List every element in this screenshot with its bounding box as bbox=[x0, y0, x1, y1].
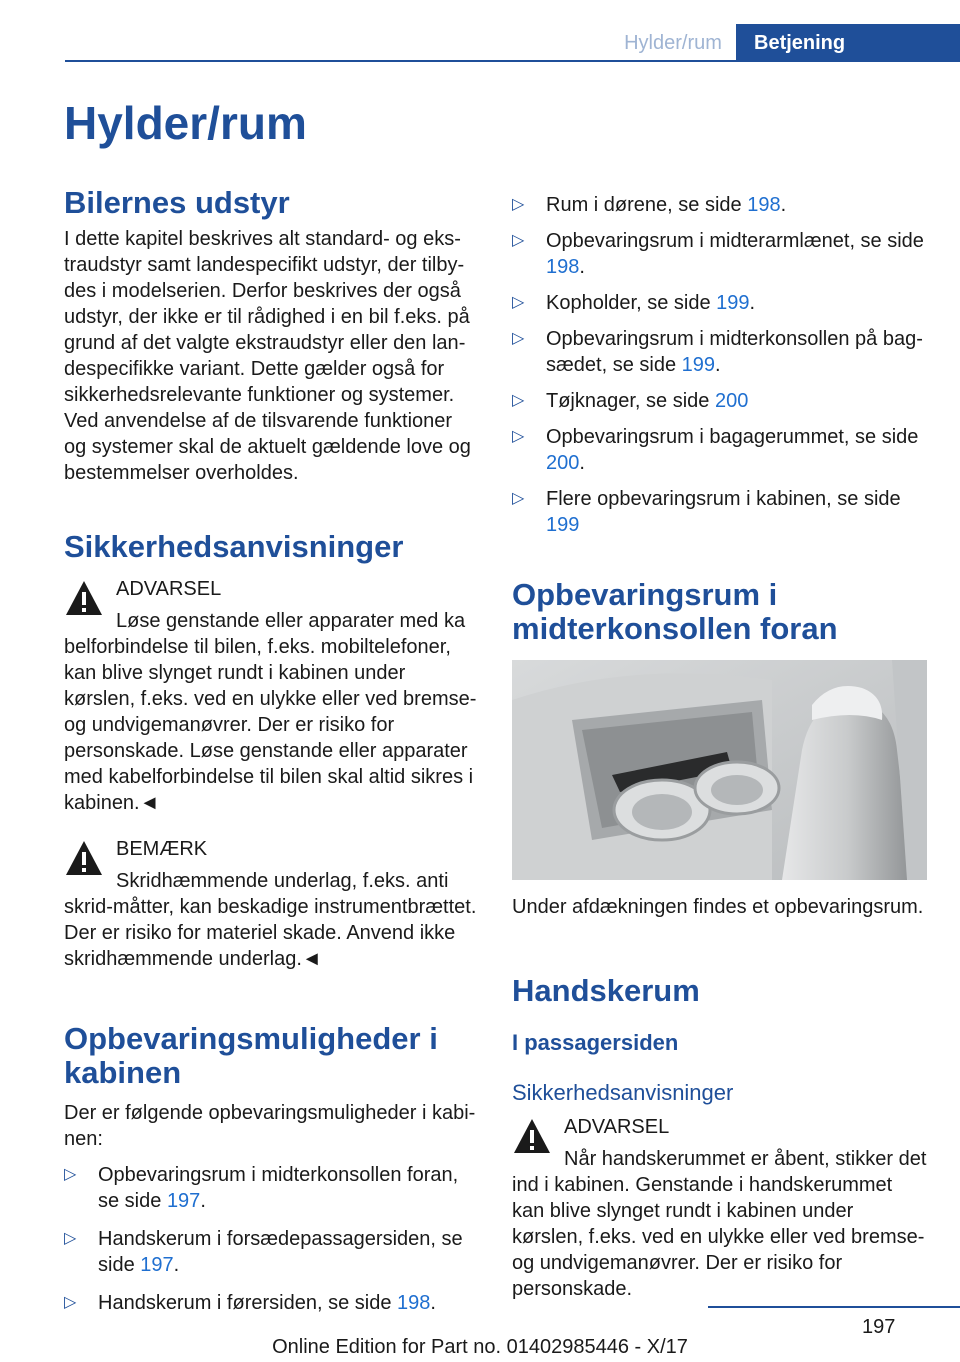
list-item: ▷ Flere opbevaringsrum i kabinen, se side 199 bbox=[512, 488, 901, 536]
warning-triangle-icon bbox=[64, 838, 104, 878]
page-number: 197 bbox=[862, 1316, 896, 1338]
list-item: ▷ Opbevaringsrum i midterkonsollen på bagsædet, se side 199. bbox=[512, 328, 923, 376]
page-link[interactable]: 198 bbox=[397, 1292, 431, 1314]
warning-block-2 bbox=[64, 836, 479, 972]
notice-text-first: Skridhæmmende underlag, f.eks. anti bbox=[116, 870, 449, 892]
triangle-bullet-icon: ▷ bbox=[64, 1166, 77, 1183]
list-item: ▷ Opbevaringsrum i midterarmlænet, se side 198. bbox=[512, 230, 924, 278]
page-link[interactable]: 198 bbox=[747, 194, 781, 216]
triangle-bullet-icon: ▷ bbox=[512, 392, 525, 409]
notice-text: skrid-måtter, kan beskadige instrumentbrættet. Der er risiko for materiel skade. Anvend ikke skridhæmmende underlag.◄ bbox=[64, 896, 477, 970]
page-link[interactable]: 197 bbox=[166, 1190, 201, 1212]
notice-label: BEMÆRK bbox=[116, 838, 208, 860]
equipment-text: I dette kapitel beskrives alt standard- og ekstraudstyr samt landespecifikt udstyr, der tilbydes i modelserien. Derfor beskrives der også udstyr, der ikke er til rådighed i en bil f.eks. på grund af det valgte ekstraudstyr eller den landespecifikke variant. Dette gælder også for sikkerhedsrelevante funktioner og systemer. Ved anvendelse af de tilsvarende funktioner og systemer skal de aktuelt gældende love og bestemmelser overholdes. bbox=[64, 228, 471, 484]
triangle-bullet-icon: ▷ bbox=[64, 1294, 77, 1311]
storage-list bbox=[64, 1162, 479, 1316]
warning-triangle-icon bbox=[512, 1116, 552, 1156]
warning-block-3 bbox=[512, 1114, 927, 1302]
triangle-bullet-icon: ▷ bbox=[512, 294, 525, 311]
header-rule bbox=[65, 60, 960, 62]
left-column bbox=[64, 180, 479, 1316]
warning-label: ADVARSEL bbox=[116, 578, 222, 600]
page-link[interactable]: 200 bbox=[714, 390, 749, 412]
warning-block-1 bbox=[64, 576, 479, 816]
heading-glovebox: Handskerum bbox=[512, 973, 700, 1008]
heading-storage: Opbevaringsmuligheder i kabinen bbox=[64, 1021, 438, 1090]
page-link[interactable]: 197 bbox=[140, 1254, 174, 1276]
triangle-bullet-icon: ▷ bbox=[64, 1230, 77, 1247]
header-section: Hylder/rum bbox=[624, 32, 722, 54]
heading-passenger-side: I passagersiden bbox=[512, 1030, 679, 1055]
triangle-bullet-icon: ▷ bbox=[512, 232, 525, 249]
triangle-bullet-icon: ▷ bbox=[512, 330, 525, 347]
list-item: ▷ Handskerum i førersiden, se side 198. bbox=[64, 1292, 436, 1314]
storage-intro: Der er følgende opbevaringsmuligheder i kabinen: bbox=[64, 1102, 476, 1150]
heading-safety-right: Sikkerhedsanvisninger bbox=[512, 1080, 734, 1105]
footer-rule bbox=[708, 1306, 960, 1308]
heading-console-storage: Opbevaringsrum i midterkonsollen foran bbox=[512, 577, 838, 646]
triangle-bullet-icon: ▷ bbox=[512, 196, 525, 213]
page-link[interactable]: 199 bbox=[546, 514, 580, 536]
triangle-bullet-icon: ▷ bbox=[512, 490, 525, 507]
header-chapter-tab: Betjening bbox=[736, 24, 960, 62]
right-column bbox=[512, 192, 927, 1302]
page-link[interactable]: 199 bbox=[716, 292, 750, 314]
page-title: Hylder/rum bbox=[64, 97, 307, 149]
heading-equipment: Bilernes udstyr bbox=[64, 185, 290, 220]
list-item: ▷ Rum i dørene, se side 198. bbox=[512, 194, 787, 216]
warning-text-first: Når handskerummet er åbent, stikker det bbox=[564, 1148, 927, 1170]
list-item: ▷ Opbevaringsrum i bagagerummet, se side 200. bbox=[512, 426, 919, 474]
console-caption: Under afdækningen findes et opbevaringsrum. bbox=[512, 896, 924, 918]
console-storage-photo bbox=[512, 660, 927, 880]
warning-label: ADVARSEL bbox=[564, 1116, 670, 1138]
warning-text: ind i kabinen. Genstande i handskerummet kan blive slynget rundt i kabinen under kørslen, f.eks. ved en ulykke eller ved bremse- og undvigemanøvrer. Der er risiko for personskade. bbox=[512, 1174, 925, 1300]
page-link[interactable]: 198 bbox=[546, 256, 580, 278]
page-link[interactable]: 200 bbox=[546, 452, 580, 474]
page-link[interactable]: 199 bbox=[681, 354, 715, 376]
triangle-bullet-icon: ▷ bbox=[512, 428, 525, 445]
list-item: ▷ Kopholder, se side 199. bbox=[512, 292, 756, 314]
storage-list-continued bbox=[512, 192, 927, 538]
warning-text-first: Løse genstande eller apparater med ka bbox=[116, 610, 466, 632]
list-item: ▷ Handskerum i forsædepassagersiden, se side 197. bbox=[64, 1228, 463, 1276]
heading-safety: Sikkerhedsanvisninger bbox=[64, 529, 404, 564]
warning-text: belforbindelse til bilen, f.eks. mobiltelefoner, kan blive slynget rundt i kabinen under kørslen, f.eks. ved en ulykke eller ved bremse- og undvigemanøvrer. Der er risiko for personskade. Løse genstande eller apparater med kabelforbindelse til bilen skal altid sikres i kabinen.◄ bbox=[64, 636, 477, 814]
warning-triangle-icon bbox=[64, 578, 104, 618]
list-item: ▷ Tøjknager, se side 200 bbox=[512, 390, 749, 412]
footer-edition: Online Edition for Part no. 01402985446 - X/17 bbox=[272, 1336, 688, 1358]
list-item: ▷ Opbevaringsrum i midterkonsollen foran, se side 197. bbox=[64, 1164, 459, 1212]
